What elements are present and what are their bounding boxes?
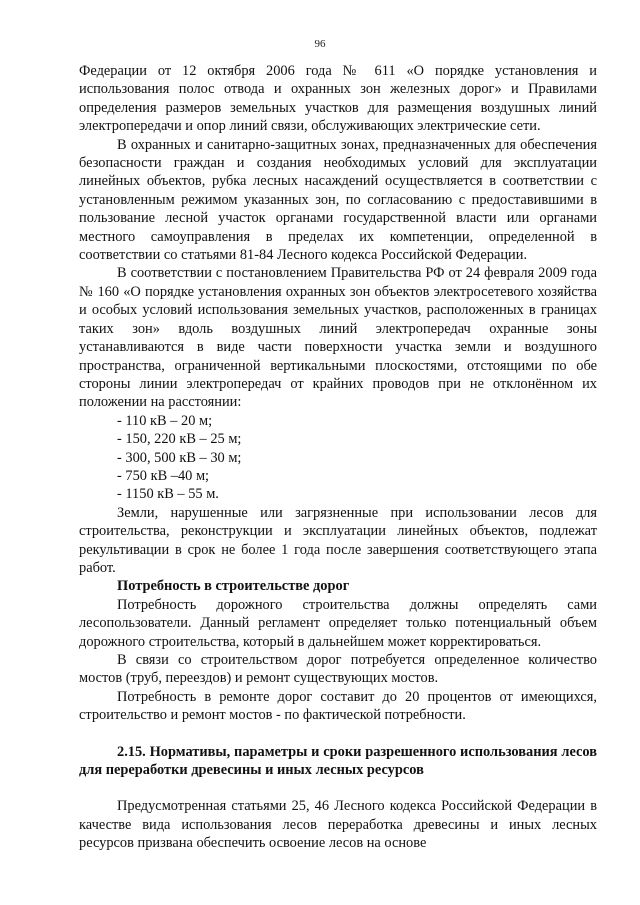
list-item: - 750 кВ –40 м; — [117, 467, 210, 484]
paragraph-road-repair: Потребность в ремонте дорог составит до 20 процентов от имеющихся, строительство и ремонт мостов - по фактической потребности. — [79, 688, 597, 724]
distance-list — [79, 412, 597, 504]
paragraph-protection-zones: В охранных и санитарно-защитных зонах, предназначенных для обеспечения безопасности граждан и создания необходимых условий для эксплуатации линейных объектов, рубка лесных насаждений осуществляется в соответствии с установленным режимом указанных зон, по согласованию с предоставившими в пользование лесной участок органами государственной власти или органами местного самоуправления в пределах их компетенции, определенной в соответствии со статьями 81-84 Лесного кодекса Российской Федерации. — [79, 136, 597, 264]
paragraph-wood-processing: Предусмотренная статьями 25, 46 Лесного кодекса Российской Федерации в качестве вида использования лесов переработка древесины и иных лесных ресурсов призвана обеспечить освоение лесов на основе — [79, 798, 597, 852]
roads-heading: Потребность в строительстве дорог — [117, 578, 350, 595]
page-number: 96 — [314, 38, 326, 50]
paragraph-roads-need: Потребность дорожного строительства должны определять сами лесопользователи. Данный регламент определяет только потенциальный объем дорожного строительства, который в дальнейшем может корректироваться. — [79, 596, 597, 650]
paragraph-government-decree: В соответствии с постановлением Правительства РФ от 24 февраля 2009 года № 160 «О порядке установления охранных зон объектов электросетевого хозяйства и особых условий использования земельных участков, расположенных в границах таких зон» вдоль воздушных линий электропередач охранные зоны устанавливаются в виде части поверхности участка земли и воздушного пространства, ограниченной вертикальными плоскостями, отстоящими по обе стороны линии электропередач от крайних проводов при не отклонённом их положении на расстоянии: — [79, 265, 597, 411]
list-item: - 1150 кВ – 55 м. — [117, 486, 219, 503]
section-heading: 2.15. Нормативы, параметры и сроки разрешенного использования лесов для переработки древесины и иных лесных ресурсов — [79, 743, 597, 779]
list-item: - 300, 500 кВ – 30 м; — [117, 449, 242, 466]
list-item: - 150, 220 кВ – 25 м; — [117, 431, 242, 448]
paragraph-land-recultivation: Земли, нарушенные или загрязненные при использовании лесов для строительства, реконструкции и эксплуатации линейных объектов, подлежат рекультивации в срок не более 1 года после завершения соответствующего этапа работ. — [79, 504, 597, 576]
paragraph-continuation: Федерации от 12 октября 2006 года № 611 «О порядке установления и использования полос отвода и охранных зон железных дорог» и Правилами определения размеров земельных участков для размещения воздушных линий электропередачи и опор линий связи, обслуживающих электрические сети. — [79, 63, 597, 135]
page-content — [79, 62, 597, 853]
list-item: - 110 кВ – 20 м; — [117, 412, 213, 429]
paragraph-bridges: В связи со строительством дорог потребуется определенное количество мостов (труб, переездов) и ремонт существующих мостов. — [79, 652, 597, 687]
